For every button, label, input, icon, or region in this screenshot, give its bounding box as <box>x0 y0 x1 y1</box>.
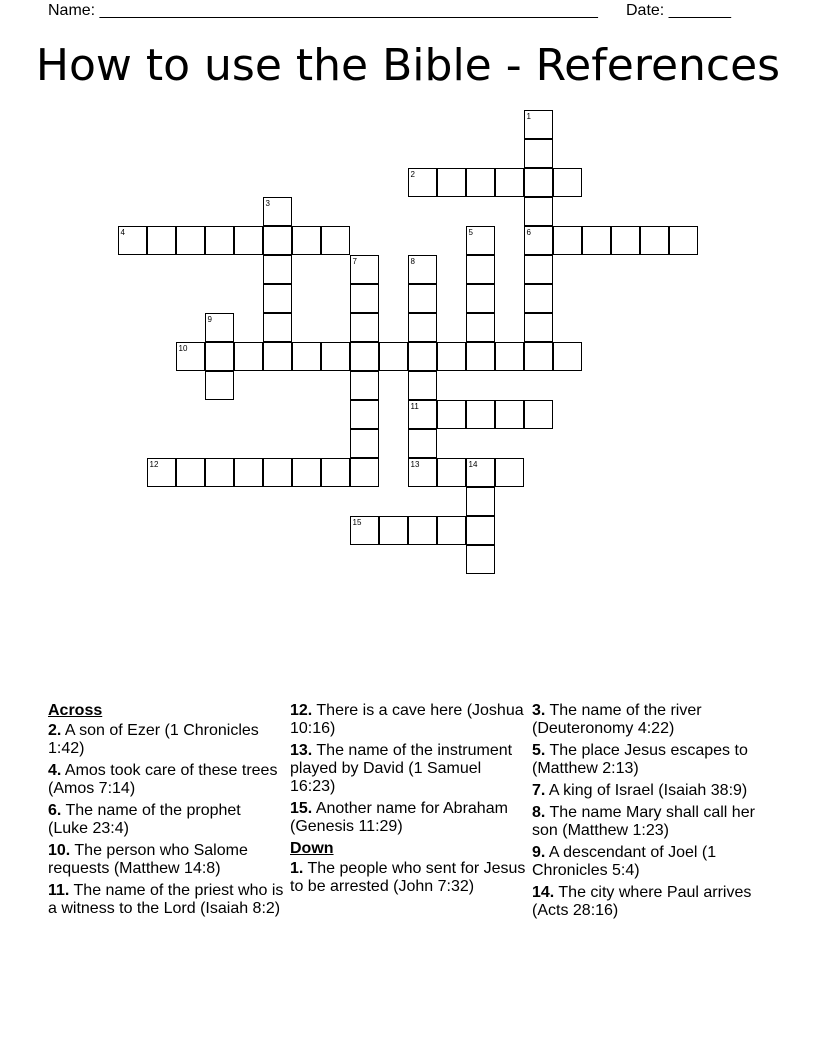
clue-text: The name Mary shall call her son (Matthew 1:23) <box>532 804 755 839</box>
grid-cell[interactable] <box>669 226 698 255</box>
grid-cell[interactable] <box>437 458 466 487</box>
clues-column-3 <box>532 702 768 924</box>
grid-cell[interactable] <box>524 313 553 342</box>
grid-cell[interactable] <box>495 168 524 197</box>
clue-text: The name of the instrument played by David (1 Samuel 16:23) <box>290 742 513 795</box>
clue-num: 12. <box>290 702 313 719</box>
clue-text: The person who Salome requests (Matthew 14:8) <box>48 842 248 877</box>
clue-down <box>532 702 768 738</box>
grid-cell[interactable] <box>408 168 437 197</box>
grid-cell[interactable] <box>263 197 292 226</box>
grid-cell[interactable] <box>437 168 466 197</box>
clue-num: 2. <box>48 722 62 739</box>
clue-text: The city where Paul arrives (Acts 28:16) <box>532 884 752 919</box>
grid-cell[interactable] <box>524 284 553 313</box>
grid-cell[interactable] <box>205 342 234 371</box>
clue-number: 10 <box>178 343 188 353</box>
clue-down <box>290 860 526 896</box>
grid-cell[interactable] <box>321 342 350 371</box>
grid-cell[interactable] <box>205 458 234 487</box>
grid-cell[interactable] <box>466 226 495 255</box>
page-title: How to use the Bible - References <box>35 40 781 91</box>
grid-cell[interactable] <box>524 197 553 226</box>
clue-number: 14 <box>468 459 478 469</box>
section-heading: Down <box>290 840 334 857</box>
clue-text: A descendant of Joel (1 Chronicles 5:4) <box>532 844 717 879</box>
clue-text: Amos took care of these trees (Amos 7:14) <box>48 762 278 797</box>
clue-number: 12 <box>149 459 159 469</box>
clue-text: Another name for Abraham (Genesis 11:29) <box>290 800 508 835</box>
clue-text: The name of the prophet (Luke 23:4) <box>48 802 241 837</box>
clue-num: 11. <box>48 882 70 899</box>
grid-cell[interactable] <box>553 226 582 255</box>
grid-cell[interactable] <box>234 226 263 255</box>
grid-cell[interactable] <box>437 400 466 429</box>
grid-cell[interactable] <box>466 342 495 371</box>
clue-num: 1. <box>290 860 304 877</box>
grid-cell[interactable] <box>234 342 263 371</box>
grid-cell[interactable] <box>379 342 408 371</box>
clue-num: 15. <box>290 800 313 817</box>
clue-text: A king of Israel (Isaiah 38:9) <box>545 782 748 799</box>
clue-down <box>532 844 768 880</box>
grid-cell[interactable] <box>350 255 379 284</box>
clue-number: 5 <box>468 227 473 237</box>
grid-cell[interactable] <box>263 226 292 255</box>
grid-cell[interactable] <box>205 226 234 255</box>
grid-cell[interactable] <box>408 313 437 342</box>
grid-cell[interactable] <box>466 487 495 516</box>
grid-cell[interactable] <box>408 516 437 545</box>
clue-num: 4. <box>48 762 62 779</box>
grid-cell[interactable] <box>263 342 292 371</box>
grid-cell[interactable] <box>408 400 437 429</box>
clue-num: 3. <box>532 702 546 719</box>
grid-cell[interactable] <box>350 284 379 313</box>
clue-num: 7. <box>532 782 546 799</box>
grid-cell[interactable] <box>524 400 553 429</box>
grid-cell[interactable] <box>524 139 553 168</box>
grid-cell[interactable] <box>176 458 205 487</box>
grid-cell[interactable] <box>321 458 350 487</box>
grid-cell[interactable] <box>263 313 292 342</box>
clue-down <box>532 742 768 778</box>
grid-cell[interactable] <box>176 342 205 371</box>
grid-cell[interactable] <box>640 226 669 255</box>
clue-text: The name of the priest who is a witness to the Lord (Isaiah 8:2) <box>48 882 284 917</box>
grid-cell[interactable] <box>466 458 495 487</box>
grid-cell[interactable] <box>408 458 437 487</box>
clue-num: 14. <box>532 884 555 901</box>
clue-num: 6. <box>48 802 62 819</box>
clue-text: The name of the river (Deuteronomy 4:22) <box>532 702 702 737</box>
grid-cell[interactable] <box>495 342 524 371</box>
clue-number: 6 <box>526 227 531 237</box>
grid-cell[interactable] <box>466 545 495 574</box>
clue-down <box>532 804 768 840</box>
clue-number: 9 <box>207 314 212 324</box>
clue-number: 7 <box>352 256 357 266</box>
name-field: Name: ________________________________________________________ <box>48 2 598 19</box>
clue-num: 9. <box>532 844 546 861</box>
grid-cell[interactable] <box>495 458 524 487</box>
grid-cell[interactable] <box>466 168 495 197</box>
grid-cell[interactable] <box>582 226 611 255</box>
clue-across <box>48 762 284 798</box>
grid-cell[interactable] <box>350 313 379 342</box>
date-field: Date: _______ <box>626 2 731 19</box>
grid-cell[interactable] <box>350 429 379 458</box>
grid-cell[interactable] <box>524 110 553 139</box>
clue-across <box>48 802 284 838</box>
clue-text: The people who sent for Jesus to be arrested (John 7:32) <box>290 860 526 895</box>
clue-num: 5. <box>532 742 546 759</box>
clue-across <box>290 702 526 738</box>
clue-number: 13 <box>410 459 420 469</box>
grid-cell[interactable] <box>524 168 553 197</box>
clue-number: 4 <box>120 227 125 237</box>
clues-column-1 <box>48 702 284 922</box>
clue-number: 2 <box>410 169 415 179</box>
clue-text: There is a cave here (Joshua 10:16) <box>290 702 524 737</box>
clue-number: 11 <box>410 401 419 411</box>
grid-cell[interactable] <box>524 226 553 255</box>
section-heading: Across <box>48 702 103 719</box>
grid-cell[interactable] <box>205 313 234 342</box>
grid-cell[interactable] <box>611 226 640 255</box>
grid-cell[interactable] <box>263 255 292 284</box>
grid-cell[interactable] <box>350 342 379 371</box>
clue-number: 1 <box>526 111 531 121</box>
grid-cell[interactable] <box>350 400 379 429</box>
clue-down <box>532 884 768 920</box>
grid-cell[interactable] <box>495 400 524 429</box>
grid-cell[interactable] <box>292 458 321 487</box>
grid-cell[interactable] <box>408 371 437 400</box>
grid-cell[interactable] <box>147 226 176 255</box>
grid-cell[interactable] <box>350 371 379 400</box>
grid-cell[interactable] <box>466 516 495 545</box>
grid-cell[interactable] <box>408 429 437 458</box>
grid-cell[interactable] <box>408 284 437 313</box>
clue-down <box>532 782 768 800</box>
grid-cell[interactable] <box>205 371 234 400</box>
grid-cell[interactable] <box>350 458 379 487</box>
clue-across <box>48 842 284 878</box>
clue-text: A son of Ezer (1 Chronicles 1:42) <box>48 722 259 757</box>
grid-cell[interactable] <box>466 284 495 313</box>
grid-cell[interactable] <box>466 400 495 429</box>
grid-cell[interactable] <box>466 255 495 284</box>
clue-number: 8 <box>410 256 415 266</box>
grid-cell[interactable] <box>321 226 350 255</box>
grid-cell[interactable] <box>553 342 582 371</box>
clue-across <box>48 882 284 918</box>
clue-across <box>290 800 526 836</box>
grid-cell[interactable] <box>379 516 408 545</box>
clue-num: 10. <box>48 842 71 859</box>
clues-column-2 <box>290 702 526 900</box>
grid-cell[interactable] <box>553 168 582 197</box>
clue-text: The place Jesus escapes to (Matthew 2:13) <box>532 742 748 777</box>
grid-cell[interactable] <box>524 255 553 284</box>
grid-cell[interactable] <box>234 458 263 487</box>
grid-cell[interactable] <box>350 516 379 545</box>
grid-cell[interactable] <box>524 342 553 371</box>
clue-num: 8. <box>532 804 546 821</box>
grid-cell[interactable] <box>408 255 437 284</box>
grid-cell[interactable] <box>292 342 321 371</box>
grid-cell[interactable] <box>408 342 437 371</box>
grid-cell[interactable] <box>263 458 292 487</box>
clue-number: 15 <box>352 517 362 527</box>
grid-cell[interactable] <box>437 342 466 371</box>
grid-cell[interactable] <box>466 313 495 342</box>
clue-across <box>48 722 284 758</box>
grid-cell[interactable] <box>118 226 147 255</box>
grid-cell[interactable] <box>263 284 292 313</box>
grid-cell[interactable] <box>292 226 321 255</box>
grid-cell[interactable] <box>147 458 176 487</box>
clue-across <box>290 742 526 796</box>
grid-cell[interactable] <box>176 226 205 255</box>
clue-num: 13. <box>290 742 313 759</box>
grid-cell[interactable] <box>437 516 466 545</box>
clue-number: 3 <box>265 198 270 208</box>
